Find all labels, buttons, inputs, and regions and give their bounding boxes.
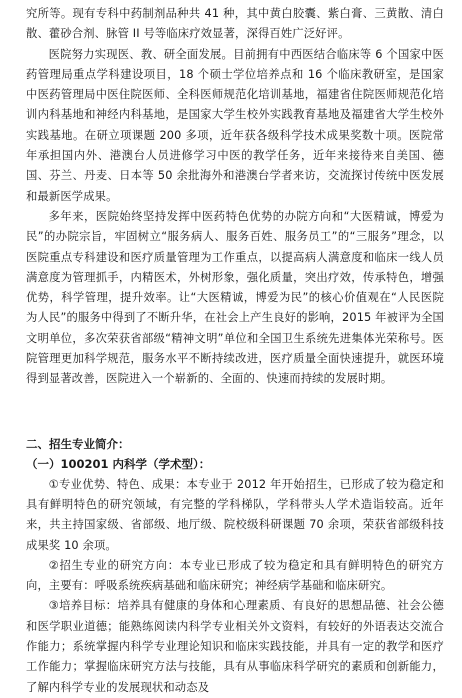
major-advantages-paragraph: ①专业优势、特色、成果：本专业于 2012 年开始招生，已形成了较为稳定和具有鲜明特色的研究领域，有完整的学科梯队，学科带头人学术造诣较高。近年来，共主持国家级、省部级、地厅级、院校级科研课题 70 余项，荣获省部级科技成果奖 10 余项。 (26, 477, 444, 552)
intro-paragraph-continued: 究所等。现有专科中药制剂品种共 41 种，其中黄白胶囊、紫白膏、三黄散、清白散、藿砂合剂、脉管 II 号等临床疗效显著，深得百姓广泛好评。 (26, 7, 444, 41)
major-research-directions-paragraph: ②招生专业的研究方向：本专业已形成了较为稳定和具有鲜明特色的研究方向，主要有：呼吸系统疾病基础和临床研究；神经病学基础和临床研究。 (26, 558, 444, 593)
major-heading: （一）100201 内科学（学术型）： (26, 457, 211, 472)
intro-paragraph-philosophy: 多年来，医院始终坚持发挥中医药特色优势的办院方向和“大医精诚，博爱为民”的办院宗旨，牢固树立“服务病人、服务百姓、服务员工”的“三服务”理念，以医院重点专科建设和医疗质量管理为工作重点，以提高病人满意度和临床一线人员满意度为管理抓手，内精医术，外树形象，强化质量，突出疗效，传承特色，增强优势，科学管理，提升效率。让“大医精诚，博爱为民”的核心价值观在“人民医院为人民”的服务中得到了不断升华，在社会上产生良好的影响，2015 年被评为全国文明单位，多次荣获省部级“精神文明”单位和全国卫生系统先进集体光荣称号。医院管理更加科学规范，服务水平不断持续改进，医疗质量全面快速提升，就医环境得到显著改善，医院进入一个崭新的、全面的、快速而持续的发展时期。 (26, 209, 444, 386)
section-heading: 二、招生专业简介： (26, 436, 130, 451)
section-spacer (26, 390, 444, 434)
intro-paragraph-development: 医院努力实现医、教、研全面发展。目前拥有中西医结合临床等 6 个国家中医药管理局重点学科建设项目，18 个硕士学位培养点和 16 个临床教研室，是国家中医药管理局中医住院医师、全科医师规范化培训基地，福建省住院医师规范化培训内科基地和神经内科基地，是国家大学生校外实践教育基地及福建省大学生校外实践基地。在研立项课题 200 多项，近年获各级科学技术成果奖数十项。医院常年承担国内外、港澳台人员进修学习中医的教学任务，近年来接待来自美国、德国、芬兰、丹麦、日本等 50 余批海外和港澳台学者来访，交流探讨传统中医发展和最新医学成果。 (26, 47, 444, 203)
major-training-goals-paragraph: ③培养目标：培养具有健康的身体和心理素质、有良好的思想品德、社会公德和医学职业道德；能熟练阅读内科学专业相关外文资料，有较好的外语表达交流合作能力；系统掌握内科学专业理论知识和临床实践技能，并具有一定的教学和医疗工作能力；掌握临床研究方法与技能，具有从事临床科学研究的素质和创新能力，了解内科学专业的发展现状和动态及 (26, 599, 444, 694)
